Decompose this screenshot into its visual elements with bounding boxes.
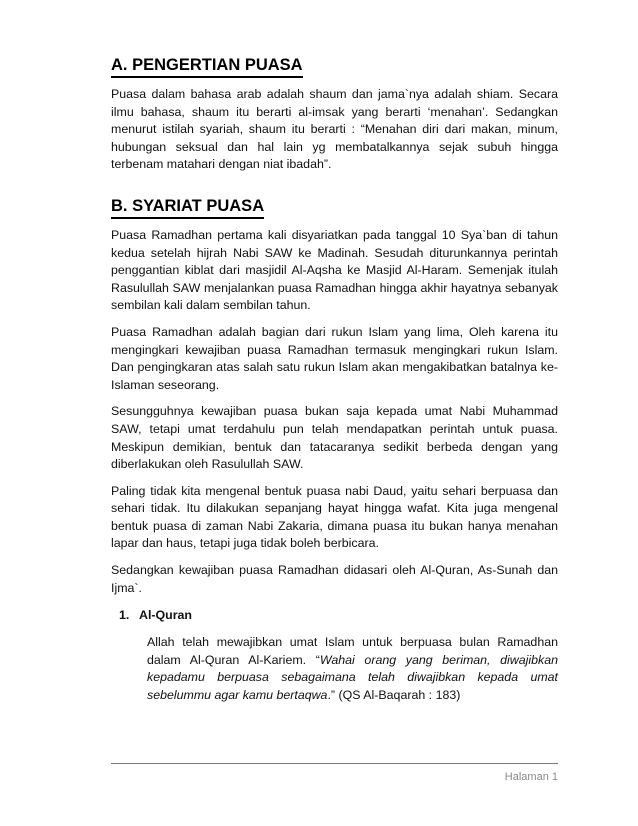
list-item-title: Al-Quran	[139, 608, 193, 623]
footer-divider	[111, 763, 558, 764]
section-b-paragraph-2: Puasa Ramadhan adalah bagian dari rukun Islam yang lima, Oleh karena itu mengingkari kewajiban puasa Ramadhan termasuk mengingkari rukun Islam. Dan pengingkaran atas salah satu rukun Islam akan mengakibatkan batalnya ke-Islaman seseorang.	[111, 324, 558, 392]
section-b-paragraph-4: Paling tidak kita mengenal bentuk puasa nabi Daud, yaitu sehari berpuasa dan sehari tidak. Itu dilakukan sepanjang hayat hingga wafat. Kita juga mengenal bentuk puasa di zaman Nabi Zakaria, dimana puasa itu bukan hanya menahan lapar dan haus, tetapi juga tidak boleh berbicara.	[111, 483, 558, 551]
list-item-body	[147, 634, 558, 704]
section-b-title: B. SYARIAT PUASA	[111, 197, 264, 219]
section-b-paragraph-5: Sedangkan kewajiban puasa Ramadhan didasari oleh Al-Quran, As-Sunah dan Ijma`.	[111, 563, 558, 595]
quran-quote: Wahai orang yang beriman, diwajibkan kepadamu berpuasa sebagaimana telah diwajibkan kepada umat sebelummu agar kamu bertaqwa	[147, 652, 558, 703]
section-a-paragraph: Puasa dalam bahasa arab adalah shaum dan jama`nya adalah shiam. Secara ilmu bahasa, shaum itu berarti al-imsak yang berarti ‘menahan’. Sedangkan menurut istilah syariah, shaum itu berarti : “Menahan diri dari makan, minum, hubungan seksual dan hal lain yg membatalkannya sejak subuh hingga terbenam matahari dengan niat ibadah”.	[111, 87, 558, 172]
page-number: Halaman 1	[504, 771, 558, 783]
page-content	[111, 56, 558, 705]
list-item-heading	[119, 606, 558, 624]
section-b-paragraph-1: Puasa Ramadhan pertama kali disyariatkan pada tanggal 10 Sya`ban di tahun kedua setelah hijrah Nabi SAW ke Madinah. Sesudah diturunkannya perintah penggantian kiblat dari masjidil Al-Aqsha ke Masjid Al-Haram. Semenjak itulah Rasulullah SAW menjalankan puasa Ramadhan hingga akhir hayatnya sebanyak sembilan kali dalam sembilan tahun.	[111, 227, 558, 313]
section-a-title: A. PENGERTIAN PUASA	[111, 56, 303, 78]
section-b-paragraph-3: Sesungguhnya kewajiban puasa bukan saja kepada umat Nabi Muhammad SAW, tetapi umat terdahulu pun telah mendapatkan perintah untuk puasa. Meskipun demikian, bentuk dan tatacaranya sedikit berbeda dengan yang diberlakukan oleh Rasulullah SAW.	[111, 404, 558, 472]
list-item-text-before: Allah telah mewajibkan umat Islam untuk berpuasa bulan Ramadhan dalam Al-Quran Al-Kariem. “	[147, 635, 558, 667]
list-item-number: 1.	[119, 608, 130, 623]
list-item-text-after: .” (QS Al-Baqarah : 183)	[327, 688, 461, 703]
